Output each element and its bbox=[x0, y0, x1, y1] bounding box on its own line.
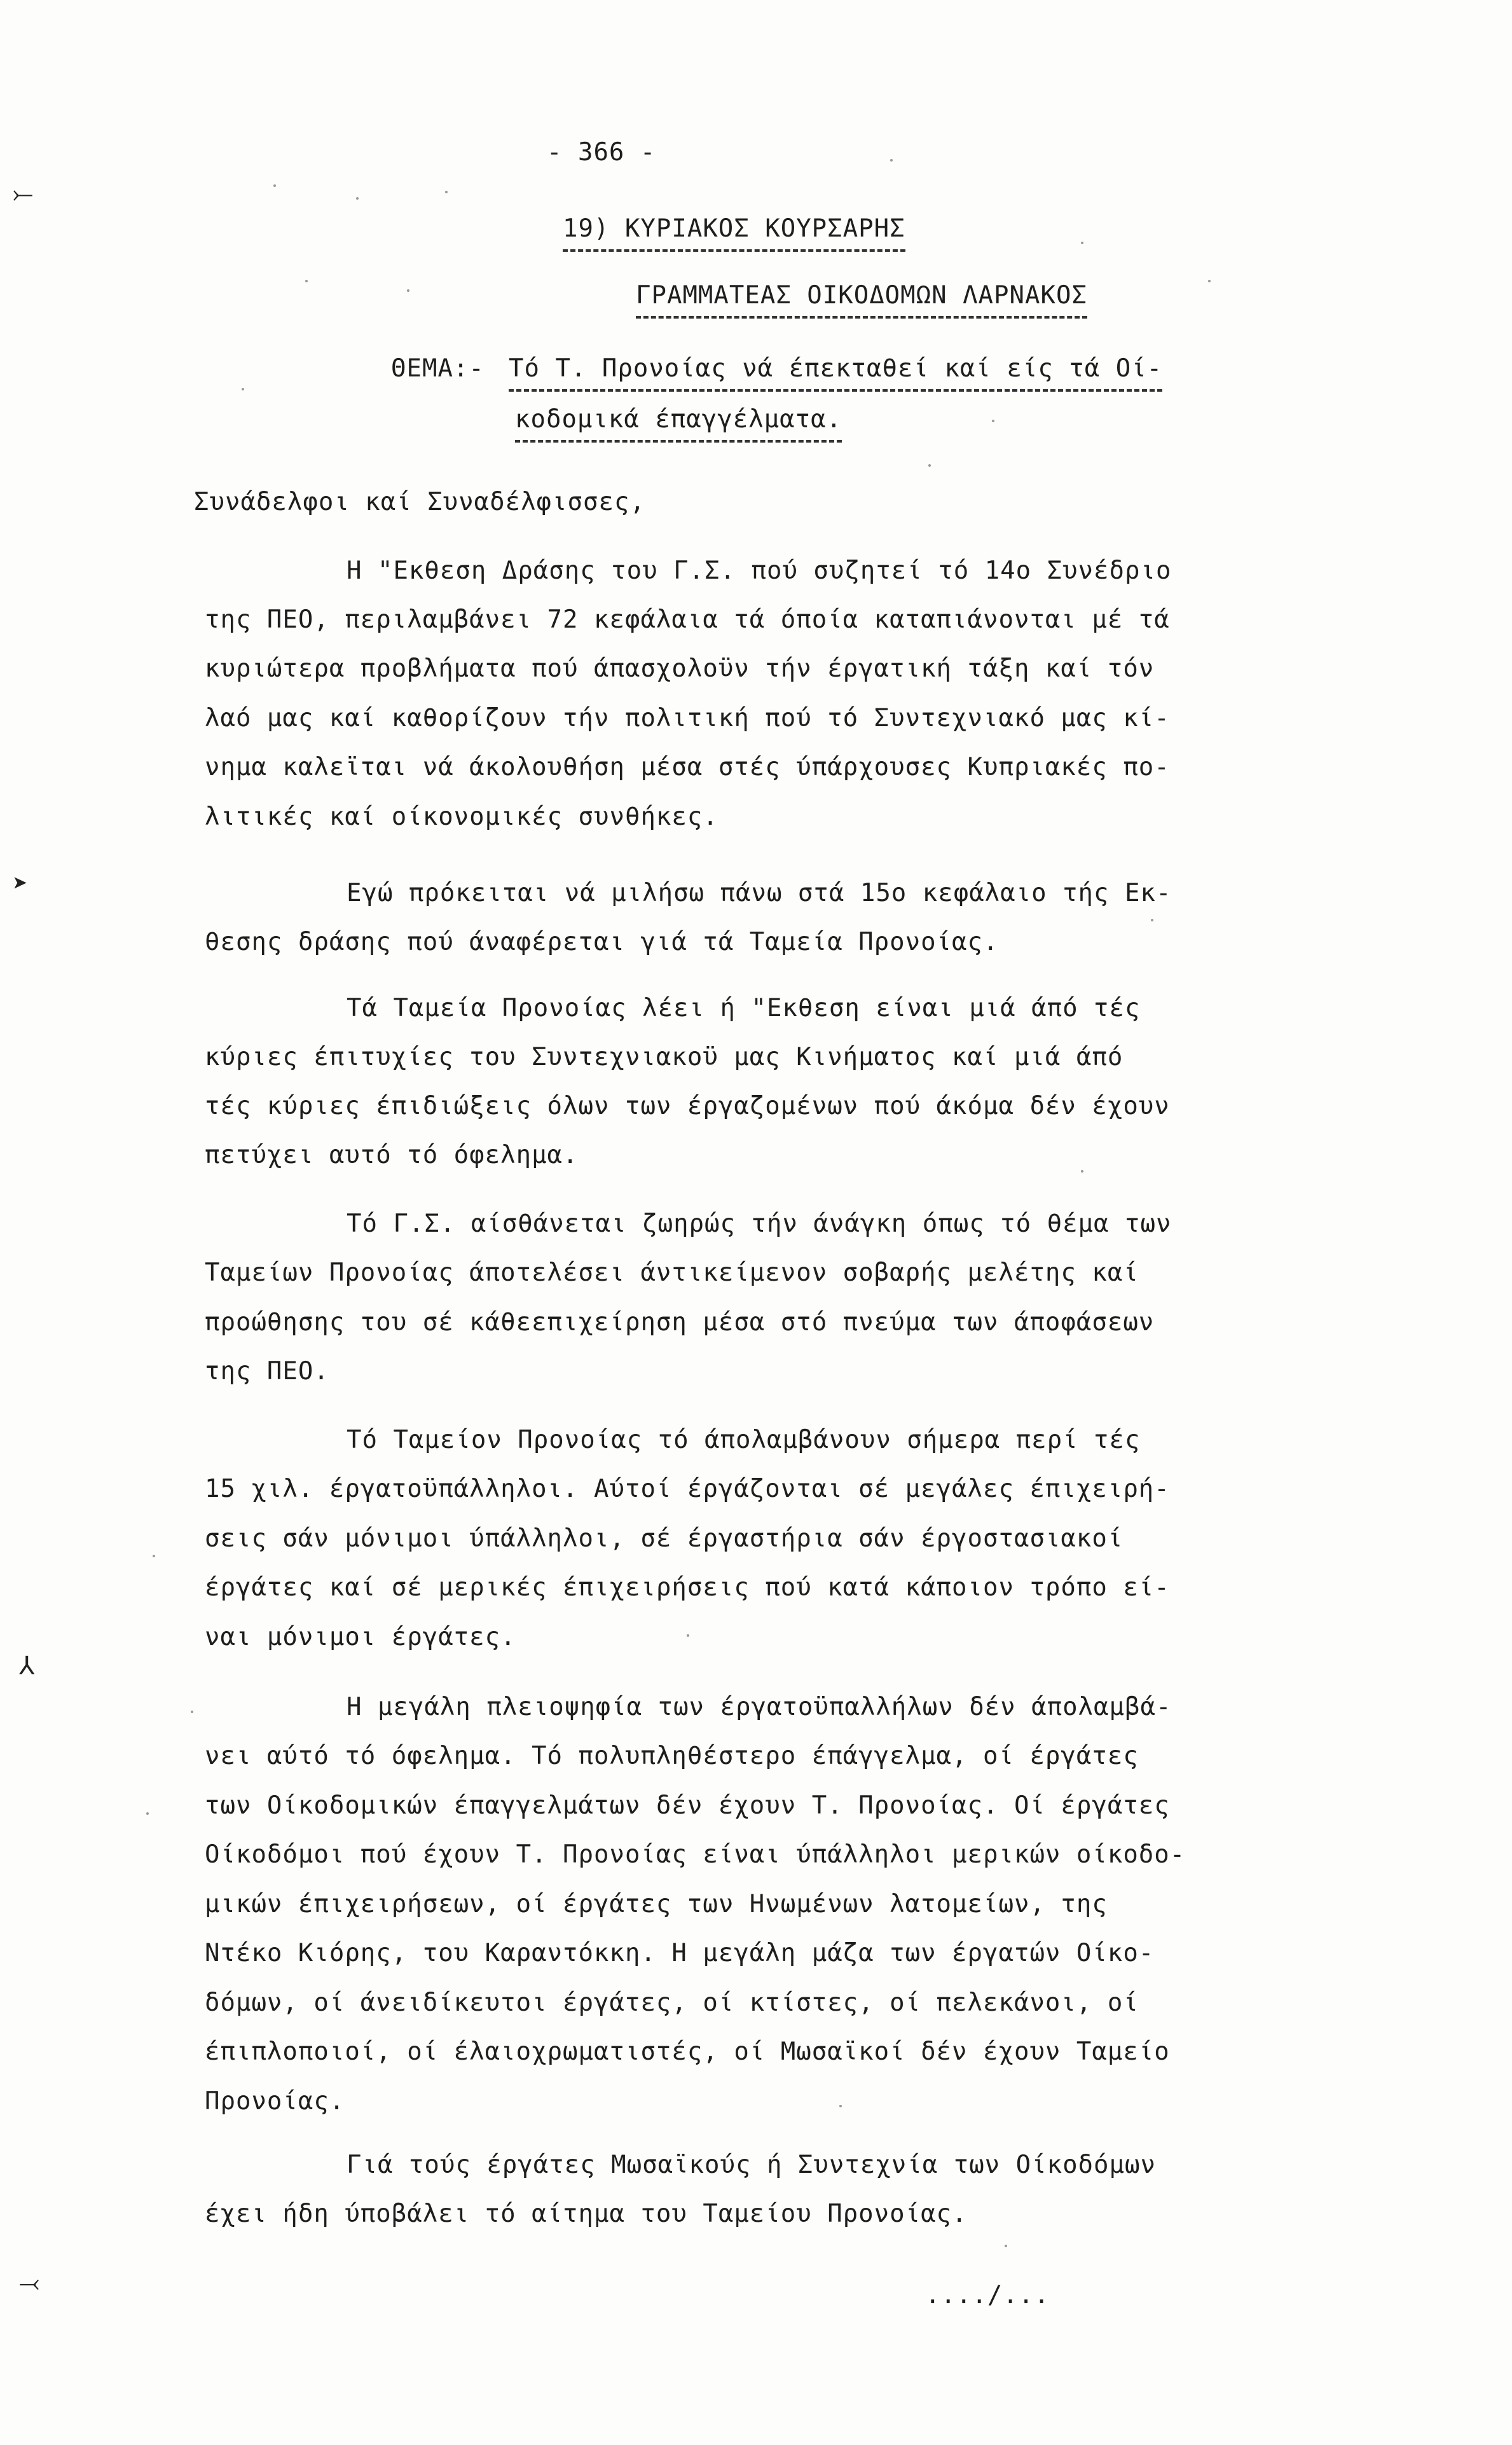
p1-line: λαό μας καί καθορίζουν τήν πολιτική πού τό Συντεχνιακό μας κί- bbox=[205, 704, 1170, 733]
binding-mark-icon: ➤ bbox=[13, 869, 29, 899]
p3-line: τές κύριες έπιδιώξεις όλων των έργαζομένων πού άκόμα δέν έχουν bbox=[205, 1092, 1170, 1120]
p2-line: θεσης δράσης πού άναφέρεται γιά τά Ταμεία Προνοίας. bbox=[205, 928, 999, 956]
p4-line: της ΠΕΟ. bbox=[205, 1357, 329, 1386]
subheading: ΓΡΑΜΜΑΤΕΑΣ ΟΙΚΟΔΟΜΩΝ ΛΑΡΝΑΚΟΣ bbox=[636, 277, 1087, 319]
scan-speck bbox=[839, 2105, 842, 2107]
p5-line: σεις σάν μόνιμοι ύπάλληλοι, σέ έργαστήρια σάν έργοστασιακοί bbox=[205, 1524, 1124, 1553]
scan-speck bbox=[1151, 919, 1153, 921]
scan-speck bbox=[407, 289, 409, 292]
scan-speck bbox=[356, 197, 359, 200]
p5-line: Τό Ταμείον Προνοίας τό άπολαμβάνουν σήμερα περί τές bbox=[347, 1426, 1141, 1454]
continuation-marker: ..../... bbox=[925, 2281, 1050, 2310]
section-heading: 19) ΚΥΡΙΑΚΟΣ ΚΟΥΡΣΑΡΗΣ bbox=[563, 210, 905, 252]
p1-line: νημα καλεϊται νά άκολουθήση μέσα στές ύπάρχουσες Κυπριακές πο- bbox=[205, 753, 1170, 782]
scan-speck bbox=[890, 159, 893, 162]
binding-mark-icon: ⤙ bbox=[19, 2268, 39, 2297]
p6-line: Οίκοδόμοι πού έχουν Τ. Προνοίας είναι ύπάλληλοι μερικών οίκοδο- bbox=[205, 1840, 1186, 1869]
binding-mark-icon: ⤚ bbox=[13, 179, 33, 209]
p3-line: πετύχει αυτό τό όφελημα. bbox=[205, 1141, 579, 1169]
p6-line: δόμων, οί άνειδίκευτοι έργάτες, οί κτίστες, οί πελεκάνοι, οί bbox=[205, 1988, 1139, 2017]
scan-speck bbox=[1081, 242, 1083, 244]
p6-line: νει αύτό τό όφελημα. Τό πολυπληθέστερο έπάγγελμα, οί έργάτες bbox=[205, 1742, 1139, 1770]
page-number: - 366 - bbox=[547, 138, 656, 167]
topic-label: ΘΕΜΑ:- bbox=[391, 354, 485, 383]
scan-speck bbox=[153, 1555, 155, 1557]
p1-line: λιτικές καί οίκονομικές συνθήκες. bbox=[205, 802, 718, 831]
scan-speck bbox=[1005, 2245, 1007, 2247]
scan-speck bbox=[146, 1812, 149, 1815]
p4-line: προώθησης του σέ κάθεεπιχείρηση μέσα στό πνεύμα των άποφάσεων bbox=[205, 1308, 1155, 1337]
topic-line-1: Τό Τ. Προνοίας νά έπεκταθεί καί είς τά Οί- bbox=[509, 350, 1162, 392]
p7-line: Γιά τούς έργάτες Μωσαϊκούς ή Συντεχνία των Οίκοδόμων bbox=[347, 2151, 1156, 2179]
scan-speck bbox=[928, 464, 931, 467]
scan-speck bbox=[1208, 280, 1211, 282]
scan-speck bbox=[1081, 1170, 1083, 1173]
p5-line: ναι μόνιμοι έργάτες. bbox=[205, 1623, 516, 1651]
p3-line: Τά Ταμεία Προνοίας λέει ή "Εκθεση είναι μιά άπό τές bbox=[347, 994, 1141, 1023]
p3-line: κύριες έπιτυχίες του Συντεχνιακοϋ μας Κινήματος καί μιά άπό bbox=[205, 1043, 1124, 1071]
p4-line: Τό Γ.Σ. αίσθάνεται ζωηρώς τήν άνάγκη όπως τό θέμα των bbox=[347, 1209, 1172, 1238]
p6-line: μικών έπιχειρήσεων, οί έργάτες των Ηνωμένων λατομείων, της bbox=[205, 1890, 1108, 1918]
p1-line: κυριώτερα προβλήματα πού άπασχολοϋν τήν έργατική τάξη καί τόν bbox=[205, 654, 1155, 683]
p6-line: των Οίκοδομικών έπαγγελμάτων δέν έχουν Τ. Προνοίας. Οί έργάτες bbox=[205, 1791, 1170, 1820]
p5-line: έργάτες καί σέ μερικές έπιχειρήσεις πού κατά κάποιον τρόπο εί- bbox=[205, 1573, 1170, 1602]
topic-line-2: κοδομικά έπαγγέλματα. bbox=[515, 401, 842, 443]
p7-line: έχει ήδη ύποβάλει τό αίτημα του Ταμείου Προνοίας. bbox=[205, 2200, 968, 2228]
p6-line: έπιπλοποιοί, οί έλαιοχρωματιστές, οί Μωσαϊκοί δέν έχουν Ταμείο bbox=[205, 2037, 1170, 2066]
p1-line: Η "Εκθεση Δράσης του Γ.Σ. πού συζητεί τό 14ο Συνέδριο bbox=[347, 556, 1172, 585]
p4-line: Ταμείων Προνοίας άποτελέσει άντικείμενον σοβαρής μελέτης καί bbox=[205, 1258, 1139, 1287]
p6-line: Η μεγάλη πλειοψηφία των έργατοϋπαλλήλων δέν άπολαμβά- bbox=[347, 1693, 1172, 1721]
p5-line: 15 χιλ. έργατοϋπάλληλοι. Αύτοί έργάζονται σέ μεγάλες έπιχειρή- bbox=[205, 1475, 1170, 1503]
scan-speck bbox=[305, 280, 308, 282]
scan-speck bbox=[273, 184, 276, 187]
scan-speck bbox=[191, 1711, 193, 1713]
greeting: Συνάδελφοι καί Συναδέλφισσες, bbox=[194, 488, 645, 516]
p2-line: Εγώ πρόκειται νά μιλήσω πάνω στά 15ο κεφάλαιο τής Εκ- bbox=[347, 879, 1172, 907]
p1-line: της ΠΕΟ, περιλαμβάνει 72 κεφάλαια τά όποία καταπιάνονται μέ τά bbox=[205, 605, 1170, 634]
p6-line: Προνοίας. bbox=[205, 2087, 345, 2116]
p6-line: Ντέκο Κιόρης, του Καραντόκκη. Η μεγάλη μάζα των έργατών Οίκο- bbox=[205, 1939, 1155, 1967]
binding-mark-icon: ⅄ bbox=[19, 1651, 35, 1681]
scan-speck bbox=[445, 191, 448, 193]
scan-speck bbox=[687, 1634, 689, 1637]
scan-speck bbox=[992, 420, 994, 422]
scan-speck bbox=[242, 388, 244, 390]
